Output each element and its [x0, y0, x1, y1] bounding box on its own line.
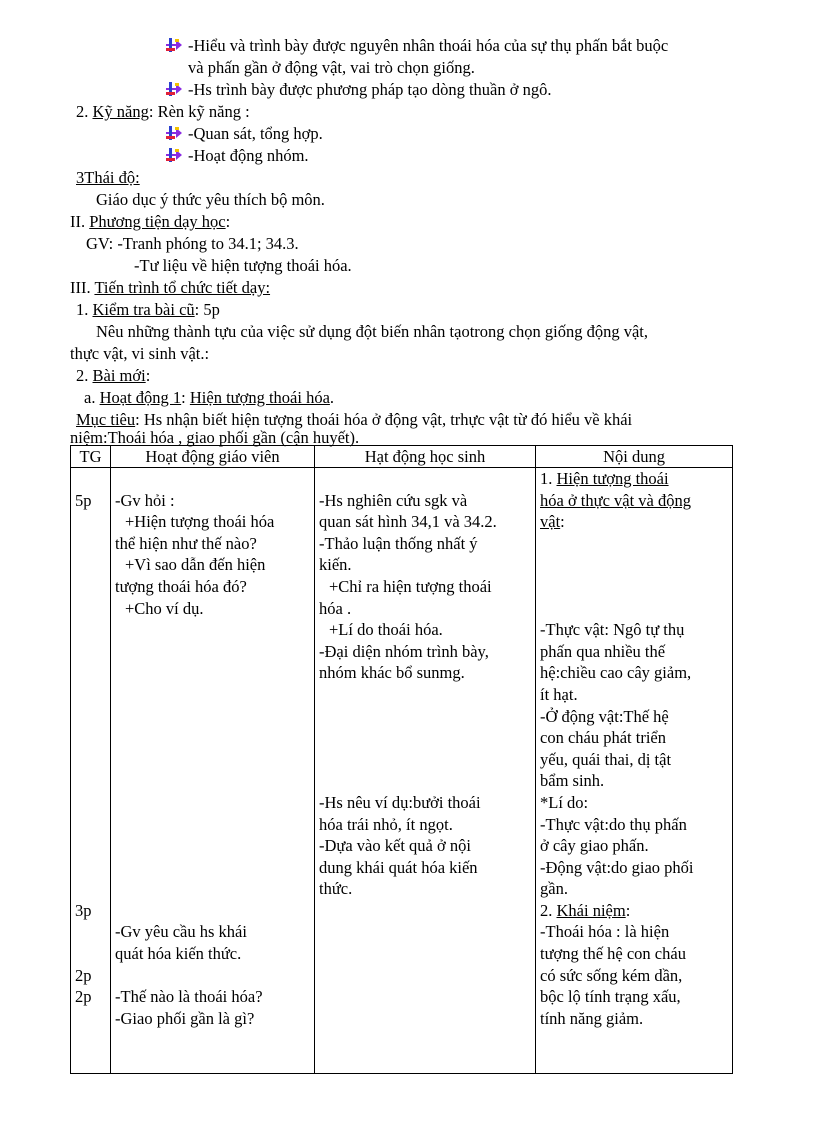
student-line: hóa trái nhỏ, ít ngọt.	[319, 814, 453, 834]
tg-value: 5p	[75, 490, 92, 510]
student-line: -Hs nghiên cứu sgk và	[319, 490, 468, 510]
content-line: tượng thế hệ con cháu	[540, 944, 686, 964]
lesson-table	[70, 445, 733, 1074]
table-row	[71, 468, 733, 1074]
attitude-heading: 3Thái độ:	[76, 168, 140, 187]
header-teacher: Hoạt động giáo viên	[111, 446, 315, 468]
content-line: tính năng giảm.	[540, 1008, 644, 1028]
section-3-heading: III. Tiến trình tổ chức tiết dạy:	[70, 278, 271, 297]
content-line: bẩm sinh.	[540, 771, 605, 791]
tg-cell	[71, 468, 111, 1074]
header-student: Hạt động học sinh	[315, 446, 536, 468]
check-question-1: Nêu những thành tựu của việc sử dụng đột biến nhân tạotrong chọn giống động vật,	[96, 322, 648, 341]
content-line: phấn qua nhiều thế	[540, 641, 666, 661]
teacher-line: +Vì sao dẫn đến hiện	[125, 555, 266, 575]
content-line: có sức sống kém dần,	[540, 965, 683, 985]
teacher-line: -Gv yêu cầu hs khái	[115, 922, 247, 942]
check-question-2: thực vật, vi sinh vật.:	[70, 344, 210, 363]
student-line: -Đại diện nhóm trình bày,	[319, 641, 489, 661]
teacher-line: +Hiện tượng thoái hóa	[125, 512, 275, 532]
header-content: Nội dung	[536, 446, 733, 468]
new-lesson-heading: 2. Bài mới:	[76, 366, 151, 385]
content-line: bộc lộ tính trạng xấu,	[540, 987, 681, 1007]
teacher-line: tượng thoái hóa đó?	[115, 576, 247, 596]
tg-value: 2p	[75, 987, 92, 1007]
content-line: -Động vật:do giao phối	[540, 857, 694, 877]
goal-line-2: niệm:Thoái hóa , giao phối gần (cận huyết).	[70, 428, 360, 447]
teacher-cell	[111, 468, 315, 1074]
content-line: -Ở động vật:Thế hệ	[540, 706, 669, 726]
objective-text-2: -Hs trình bày được phương pháp tạo dòng thuần ở ngô.	[188, 80, 552, 99]
teacher-line: -Gv hỏi :	[115, 490, 175, 510]
content-line: con cháu phát triển	[540, 728, 666, 748]
tg-value: 2p	[75, 965, 92, 985]
student-line: kiến.	[319, 555, 352, 575]
content-line: ở cây giao phấn.	[540, 836, 649, 856]
student-line: nhóm khác bổ sunmg.	[319, 663, 465, 683]
content-heading-2: 2. Khái niệm:	[540, 900, 631, 920]
table-header-row	[71, 446, 733, 468]
student-line: +Chỉ ra hiện tượng thoái	[329, 576, 492, 596]
content-line: hệ:chiều cao cây giảm,	[540, 663, 692, 683]
teacher-line: +Cho ví dụ.	[125, 598, 204, 618]
attitude-text: Giáo dục ý thức yêu thích bộ môn.	[96, 190, 325, 209]
tg-value: 3p	[75, 900, 92, 920]
arrow-bullet-icon	[166, 38, 182, 52]
teacher-line: -Thế nào là thoái hóa?	[115, 987, 263, 1007]
content-line: hóa ở thực vật và động	[540, 490, 692, 510]
content-line: *Lí do:	[540, 792, 589, 812]
content-line: yếu, quái thai, dị tật	[540, 749, 672, 769]
content-cell	[536, 468, 733, 1074]
teacher-line: quát hóa kiến thức.	[115, 944, 242, 964]
content-line: gần.	[540, 879, 568, 899]
student-line: hóa .	[319, 598, 352, 618]
header-tg: TG	[71, 446, 111, 468]
objective-item-1	[166, 35, 668, 57]
objective-text-1a: -Hiểu và trình bày được nguyên nhân thoái hóa của sự thụ phấn bắt buộc	[188, 36, 669, 55]
student-line: thức.	[319, 879, 353, 899]
arrow-bullet-icon	[166, 82, 182, 96]
content-line: ít hạt.	[540, 684, 578, 704]
arrow-bullet-icon	[166, 126, 182, 140]
student-line: dung khái quát hóa kiến	[319, 857, 478, 877]
check-old-lesson: 1. Kiểm tra bài cũ: 5p	[76, 300, 220, 319]
equipment-line-2: -Tư liệu về hiện tượng thoái hóa.	[134, 256, 352, 275]
goal-line-1: Mục tiêu: Hs nhận biết hiện tượng thoái hóa ở động vật, trhực vật từ đó hiểu về khái	[76, 410, 633, 429]
teacher-line: -Giao phối gần là gì?	[115, 1008, 255, 1028]
equipment-line-1: GV: -Tranh phóng to 34.1; 34.3.	[86, 234, 299, 253]
content-line: -Thoái hóa : là hiện	[540, 922, 670, 942]
teacher-line: thể hiện như thế nào?	[115, 533, 257, 553]
content-line: -Thực vật: Ngô tự thụ	[540, 620, 685, 640]
objective-text-1b: và phấn gần ở động vật, vai trò chọn giống.	[188, 58, 475, 77]
section-2-heading: II. Phương tiện dạy học:	[70, 212, 231, 231]
arrow-bullet-icon	[166, 148, 182, 162]
student-line: -Thảo luận thống nhất ý	[319, 533, 478, 553]
skill-item-2: -Hoạt động nhóm.	[166, 145, 309, 167]
student-cell	[315, 468, 536, 1074]
content-heading-1: 1. Hiện tượng thoái	[540, 469, 669, 488]
student-line: +Lí do thoái hóa.	[329, 620, 443, 640]
activity-1-heading: a. Hoạt động 1: Hiện tượng thoái hóa.	[84, 388, 335, 407]
student-line: quan sát hình 34,1 và 34.2.	[319, 512, 497, 532]
content-line: -Thực vật:do thụ phấn	[540, 814, 687, 834]
skill-item-1: -Quan sát, tổng hợp.	[166, 123, 323, 145]
student-line: -Hs nêu ví dụ:bưởi thoái	[319, 792, 481, 812]
skills-heading: 2. Kỹ năng: Rèn kỹ năng :	[76, 102, 250, 121]
objective-item-2	[166, 79, 551, 101]
student-line: -Dựa vào kết quả ở nội	[319, 836, 471, 856]
content-line: vật:	[540, 512, 565, 532]
